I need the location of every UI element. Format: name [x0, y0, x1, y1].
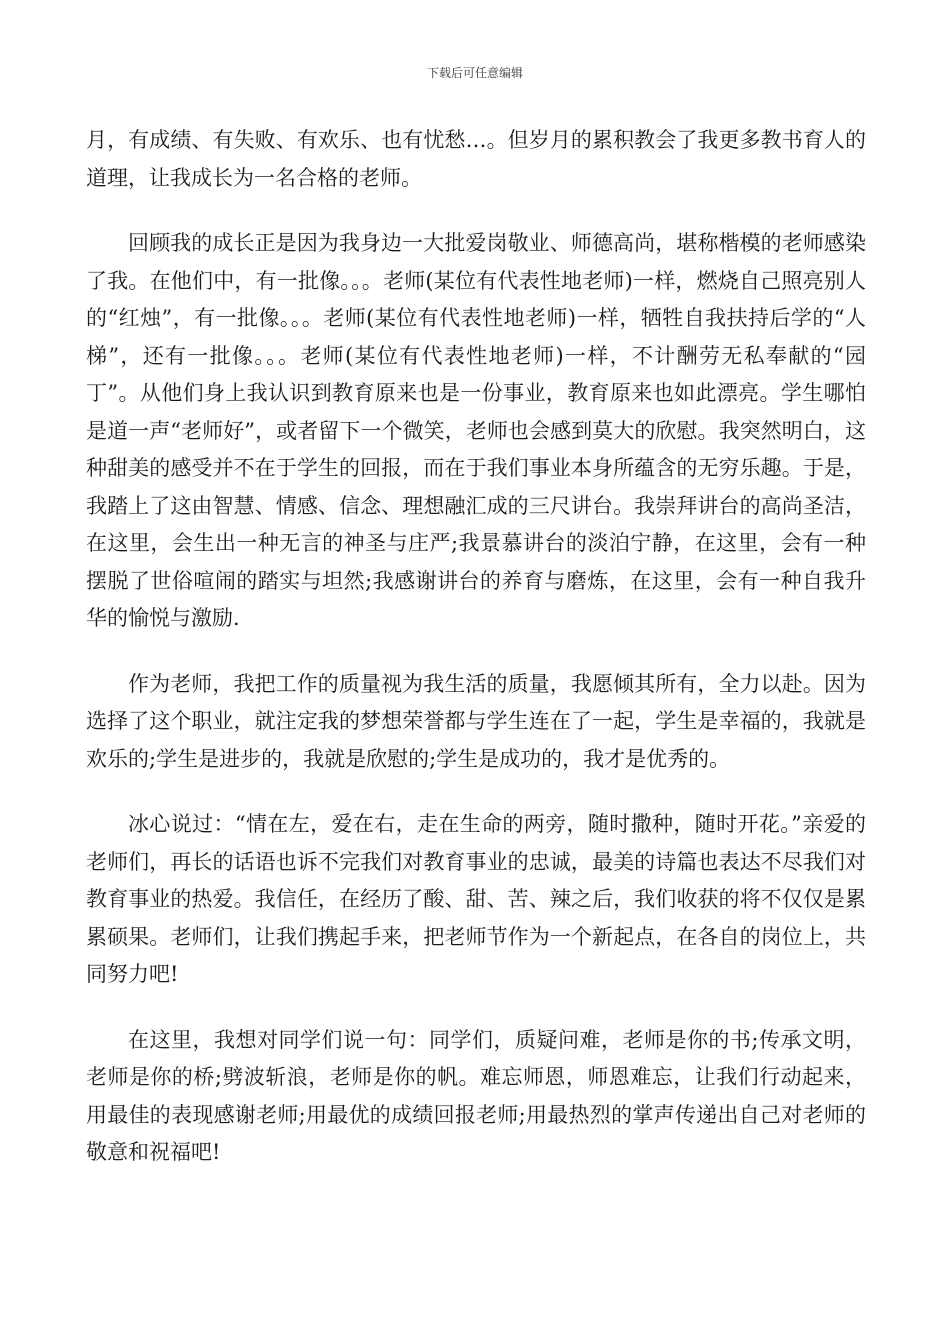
paragraph-continuation: 月，有成绩、有失败、有欢乐、也有忧愁…。但岁月的累积教会了我更多教书育人的道理，让我成长为一名合格的老师。: [86, 128, 866, 190]
paragraph-quality: 作为老师，我把工作的质量视为我生活的质量，我愿倾其所有，全力以赴。因为选择了这个职业，就注定我的梦想荣誉都与学生连在了一起，学生是幸福的，我就是欢乐的;学生是进步的，我就是欣慰的;学生是成功的，我才是优秀的。: [86, 671, 866, 771]
paragraph-bingxin-quote: 冰心说过：“情在左，爱在右，走在生命的两旁，随时撒种，随时开花。”亲爱的老师们，再长的话语也诉不完我们对教育事业的忠诚，最美的诗篇也表达不尽我们对教育事业的热爱。我信任，在经历了酸、甜、苦、辣之后，我们收获的将不仅仅是累累硕果。老师们，让我们携起手来，把老师节作为一个新起点，在各自的岗位上，共同努力吧!: [86, 812, 866, 986]
paragraph-to-students: 在这里，我想对同学们说一句：同学们，质疑问难，老师是你的书;传承文明，老师是你的桥;劈波斩浪，老师是你的帆。难忘师恩，师恩难忘，让我们行动起来，用最佳的表现感谢老师;用最优的成绩回报老师;用最热烈的掌声传递出自己对老师的敬意和祝福吧!: [86, 1027, 866, 1164]
paragraph-growth: 回顾我的成长正是因为我身边一大批爱岗敬业、师德高尚，堪称楷模的老师感染了我。在他们中，有一批像。。。老师(某位有代表性地老师)一样，燃烧自己照亮别人的“红烛”，有一批像。。。老师(某位有代表性地老师)一样，牺牲自我扶持后学的“人梯”，还有一批像。。。老师(某位有代表性地老师)一样，不计酬劳无私奉献的“园丁”。从他们身上我认识到教育原来也是一份事业，教育原来也如此漂亮。学生哪怕是道一声“老师好”，或者留下一个微笑，老师也会感到莫大的欣慰。我突然明白，这种甜美的感受并不在于学生的回报，而在于我们事业本身所蕴含的无穷乐趣。于是，我踏上了这由智慧、情感、信念、理想融汇成的三尺讲台。我崇拜讲台的高尚圣洁，在这里，会生出一种无言的神圣与庄严;我景慕讲台的淡泊宁静，在这里，会有一种摆脱了世俗喧闹的踏实与坦然;我感谢讲台的养育与磨炼，在这里，会有一种自我升华的愉悦与激励.: [86, 231, 866, 630]
page-header-note: 下载后可任意编辑: [426, 66, 523, 80]
document-body: [86, 122, 866, 1172]
